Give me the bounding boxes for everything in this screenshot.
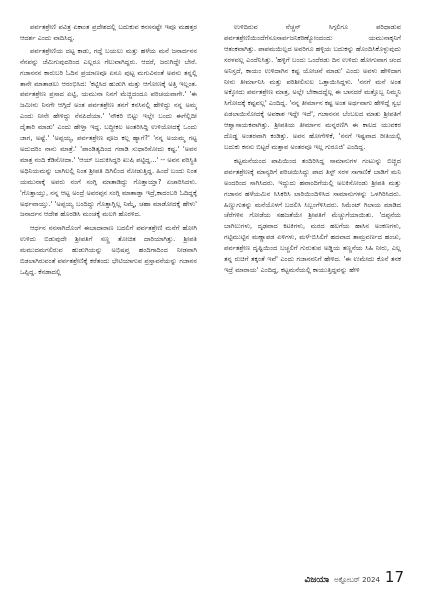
magazine-brand: ವಿಜಯಾ bbox=[304, 575, 330, 585]
paragraph: ಪರ್ವತಶ್ರೇಣಿ ಪವಿತ್ರ ಏಕಾಂತ ಪ್ರದೇಶದಲ್ಲಿ ಬದುಕುವ ಕನಸನಷ್ಟೇ ಇವೂ ಮಹತ್ತರ ಆದರ್ಶ ಎಂದು ವಾದಿಸಿದ್ದ. bbox=[20, 23, 197, 42]
issue-date: ಅಕ್ಟೋಬರ್ 2024 bbox=[334, 576, 380, 584]
paragraph: ಆರ್ಧನ ನನಸಾಗಿದೊಂಗೆ ಈಬಾದಾರಾಣ ಬದಲಿಗೆ ಪರ್ವತಶ್ರೇಣಿ ಮನೆಗೆ ಹೋಗಿ ಉಳಿದು ಬಿಡುವುದೇ ಶ್ರೀಪತಿಗೆ ಸಣ್ಣ ತೋಚಿತ ದಾರಿಯಾಗಿತ್ತು. ಶ್ರೀಪತಿ ಮಮುದಮಗಲಿರುವ ಹುಡುಗಿಯನ್ನು ಅಭಿಷಪ್ತ ಹಂದಿಗಾದಿಂದ ನೀಡವಾಗಿ ಬಿಡಲಾಗಿರುವಂತೆ ಪರ್ವತಶ್ರೇಣಿಕ್ಕೆ ಕರೆತಂದು ಭೇಟಿಯಾಗುವ ಪ್ರಸ್ತಾವನೆಯನ್ನು ಗಜಾನನ ಒಪ್ಪಿದ್ದ. ಕೆನಡಾದಲ್ಲಿ bbox=[20, 224, 197, 276]
article-column-right bbox=[224, 22, 401, 560]
article-column-left bbox=[20, 22, 197, 560]
paragraph: ಕಟ್ಟಮನೆಯಂದ ಪಾಪಿಯಿಂದ ತಂದಿರಿಸಿದ್ದ ಸಾಮಾನುಗಳ ಗಂಟುನ್ನು ಬಿಚ್ಚಿದ ಪರ್ವತಶ್ರೇಣಕ್ಕೆ ಮಾನ್ಯರಿಗೆ ಪರಿಚಯಿಸಿದ್ದು ಪಾದ ತಿಸ್ಟ್ ಸರಳ ಸಾಗಾಣಿಕೆ ಬಾಡಿಗೆ ಮನಿ ಅಂದರಿಂದ ಸಾಗಿಸಿದರು. ಇದ್ದುದು ಹವಾಂದಿಗೆಯಲ್ಲಿ ಅಲಕಿಸೋಂಡು ಶ್ರೀಪತಿ ಮತ್ತು ಗಜಾನನ ಹಳೆಯಮಿನ ಸಿಸಿಕರಿಸಿ ಲಾರಿಯಿಂದಿಳಿಸಿದ ಸಾಮಾನುಗಳನ್ನು ಒಳಗಿರಿಸಿದರು. ಹಿಣ್ಣುಗುತನ್ನು ಮನೆಯೊಳಗೆ ಬದಲಿಸಿ ಸಿಬ್ಬಂಗೆಳಿಸಿದರು. ಸಿಮೆಂಟ್ ಗಿಲಾಯ ಮಾಡಿದ ಚೆರೆಗಳಿನ ಗೋಡೆಯ ಸಹಜತೆಯೇ ಶ್ರೀಪತಿಗೆ ಮೆಚ್ಚುಗೆಯಾಯಿತು. 'ದಪ್ಪನೆಯ ಬಾಗಿಲುಗಳು, ದೃಢವಾದ ಕಿಟಕಿಗಳು, ಮರದ ಹಲಗೆಯ ಹಾಸಿನ ಅಂಕಣಗಳು, ಗಟ್ಟಿಮುಟ್ಟಿನ ಮಣ್ಣಾಪಡ ಏಳಿಗಳು, ಮಳೆ-ಬಿಸಿಲಿಗೆ ಹದವಾದ ತಾಮ್ರವರ್ಣದ ಹಂಚು, ಪರ್ವತಶ್ರೇಣ ದೃಷ್ಟಿಯಿಂದ ಬಚ್ಚಲಿಗೆ ಗುರುತುವ ಅಡ್ಡಿಯ ತಣ್ಣನೆಯ ಸಿಹಿ ನೀರು, ಎಲ್ಲ ತನ್ನ ರುಚಿಗೆ ತಕ್ಕಂತೆ ಇವೆ' ಎಂದು ಗಜಾನನನಿಗೆ ಹೇಳಿದ. 'ಈ ಉಮೇದು ಕೊನೆ ತನಕ ಇದ್ರೆ ಮಾರಾಯ' ಎಂದಿದ್ದ, ಕಟ್ಟಮನೆಯಲ್ಲಿ ಕಾಯುತ್ತಿದ್ದವನ್ನು ಹೇಳಿ bbox=[224, 156, 401, 274]
paragraph: ಪರ್ವತಶ್ರೇಣಿಯ ದಟ್ಟ ಕಾಡು, ಗದ್ದೆ ಬಯಲು ಮತ್ತು ಹಳೆಯ ಮನೆ ಜನಾರ್ದನನ ನೆನಪನ್ನು ಜೆಮಿಗುವುದರಿಂದ ಎಲ್ಲರೂ ಗೆಲುವಾಗಿದ್ದರು. ಆದರೆ, ಜರುಗಿದ್ದೇ ಬೇರೆ. ಗಜಾನನನ ಕಾರುಬರಿ ಓದಿನ ಪ್ರಯಾಣವೂ ಏನೂ ಪುಟ್ಟ ಮಗುವಿನಂತೆ ಅವನು ತನ್ನಲ್ಲಿ ತಾನೇ ಮಾತಾಡಲು ಆರಂಭಿಸಿದ: 'ಕಟ್ಟಿಸಿದ ಹುಡುಗಿ ಮತ್ತು ಆಗೋಣಕ್ಕೆ ಅತ್ತಿ ಇಲ್ಲಂತ. ಪರ್ವತಶ್ರೇಣ ಪ್ರಸಾದ ಏಟ್ಟಿ, ಯಮುನಾ ನಿನಗೆ ಮೆಚ್ಚಿದಂದೂ ಪರಿಚಯವಾಗೇ.' 'ಈ ಜಮೀನು ನಿನಗೇ ಆಗ್ಗಿದೆ ಅಂತ ಪರ್ವತಶ್ರೇಣ ತನಗೆ ಕನಸಿನಲ್ಲಿ ಹೇಳಿದ್ದು ನನ್ನ ಅಮ್ಮ ಎಂದು ನೀನೇ ಹೇಳಿದ್ದು ನೆನಪಿದೆಯಾ.' 'ನೌಕರಿ ಬಿಟ್ಟು ಇಲ್ಲೇ ಬಂದು ಈಗೆಲ್ಲಿದೀ ದೈತಾರಿ ಮಾಡು' ಎಂದು ಹೇಳ್ತಾ ಇದ್ದ. ಬದ್ಧೀಕಲ ಅಂತರಿಸಿದ್ದಿ ಉಳಿಯೋದಕ್ಕೆ ಒಂದು ಜಾಗ, ಅಷ್ಟೆ.' 'ಅಪ್ಪಯ್ಯ, ಪರ್ವತಶ್ರೇಣ ಪೂಜ ಕಲ್ಲ ಹ್ಯಾಗೆ?' 'ನನ್ನ ಅಯಮ್ಮ ಗಟ್ಟ ಅದುದರಿಂ ನಾನು ಮಾತ್ರೆ.' 'ಪಾಂಡಿತ್ಯದಿಂದ ಗರಾಡಿ ಸುಧಾರಿಸೋದು ಕಷ್ಟ.' 'ಅವನ ಮಾತ್ರ ನಂದಿ ಕೆಡಿಸೋದಾ.' 'ಆಯ್ ಬದುಕಿಸಿದ್ದರಿ ಖುಷಿ ಪಟ್ಟಿದ್ದ...' -- ಅವನ ಪರಿಸ್ಥಿತಿ ಅಧಿನಿಯಮನ್ನು ಬಾಗಿಲಲ್ಲಿ ನಿಂತ ಶ್ರೀಪತಿ ದಿಗಿಲಿಂದ ನೋಡುತ್ತಿದ್ದ. ಹಿಂದೆ ಬಂದು ನಿಂತ ಯಮುನಾಕ್ಕೆ ಅವರು ನಂಗೆ ಸಂಗ್ಗಿ ಮಾತಾಡಿದ್ದು ಗೊತ್ತಾಯ್ತಾ? ಏಚಾರಿಸಿದಳು. 'ಗೊತ್ತಾಯ್ತು, ನನ್ನ ಆಟ್ಟ ಅಂದ್ರೆ ಅವರಪ್ಪನ ಸಂಗ್ಗಿ ಮಾತಾಡ್ತಾ ಇದ್ರೆ,ಕಾದಂಬರಿ ಓದಿದ್ದಕ್ಕೆ ಅರ್ಥವಾಯ್ತು.' 'ಅಪ್ಪಯ್ಯ ಬಂದಿದ್ದು ಗೊತ್ತಾಗ್ಲಿಲ್ಲ ನಿಮ್ಮೆ, ಚಹಾ ಮಾಡೋದಕ್ಕೆ ಹೇಳು' ಜನಾರ್ದನ ಆದೇಶ ಹೊರಡಿಸಿ ಮಂಚಕ್ಕೆ ಮಲಗಿ ಹೊರಳಿದ. bbox=[20, 46, 197, 219]
page-number: 17 bbox=[384, 568, 404, 586]
page-footer bbox=[304, 568, 404, 586]
paragraph: ಉಳಿದಿರುವ ನೆಚ್ಚನ್ ಸಿಗ್ಗಲಿಗೂ ಪರಿಧಾಡುವ ಪರ್ವತಶ್ರೇಣಿಯಿಂದೆಗೆಸೂಸಾರ್ವಜನಿಕರಿಣ್ಯೋಂದಂದು ಯಮುನಾಕ್ಕನಿಗೆ ಆತಂಕವಾಗಿತ್ತು. ಪಾಪಮಯಿಲ್ಲದ ಅವರಿಗೂ ಹಳ್ಳಿಯ ಬದುಕನ್ನು ಹೊಂದಿಸಿಕೊಳ್ಳುವುದು ಸರಳವಲ್ಲ ಎಂದೆನಿಸಿತ್ತು. 'ಹಳ್ಳಿಗೆ ಬಂದು ಒಂದೆರಡು ದಿನ ಉಳಿದು ಹೋಗುವಾಗ ಚಂದ ಅನಿಸ್ತದೆ, ಕಾಯಂ ಉಳಿದಾಗಿನ ಕಷ್ಟ ಯೋಚನೆ ಮಾಡು' ಎಂದು ಅವಳು ಹೇಳಿದಾಗ ನೀನು ತೀರ್ಮಾನಿಸಿ ಮತ್ತು ಪರಿಶೀಲಿಸುಲ ಒತ್ತಾಯಿಸಿದ್ದಳು. 'ನನಗೆ ಮನೆ ಅಂತ ಅಕ್ಕೋದು ಪರ್ವತಶ್ರೇಣ ಮಾತ್ರ, ಅಲ್ಲೇ ಬೇಕಾದದ್ದೆಲ್ಲ ಈ ಬಾನದರೆ ಮತ್ತೊಬ್ಬ ನಿಮ್ಮನಿ ಸಿಗೋದಕ್ಕೆ ಕಷ್ಟವಲ್ಲ' ಎಂದಿದ್ದ. 'ನನ್ನ ತೀರ್ಮಾನ ಕಷ್ಟ ಅಂತ ಅರ್ಥವಾಗು ಹೇಳಿದ್ದೆ ಸ್ವಭ ಏಡಲಾಯಿಸೋದಕ್ಕೆ ಅವಕಾಶ ಇದ್ದೇ ಇದೆ', ಗಜಾನನನ ಬೆಂಬಲದ ಮಾತು ಶ್ರೀಪತಿಗೆ ಆಶ್ವಾಸಾಯಕವಾಗಿತ್ತು. ಶ್ರೀಪತಿಯ ತೀರ್ಮಾನ ಮನ್ನರಣಿಗಿ ಈ ಕಾಲದ ಯುವಕರ ದೊಡ್ಡ ಅಂತರವಾಗಿ ಕಂಡಿತ್ತು. ಅವನ ಹೋಗೇಳಿಕೆ, 'ನನಗೆ ಇಷ್ಟವಾದ ರೀತಿಯಲ್ಲಿ ಬದುಕು ಕನಸು ಬಿಟ್ಟರೆ ಮತ್ತಾವ ಅಂತರವೂ ಇಲ್ಲ ಗುರೂಜಿ' ಎಂದಿದ್ದ. bbox=[224, 23, 401, 151]
